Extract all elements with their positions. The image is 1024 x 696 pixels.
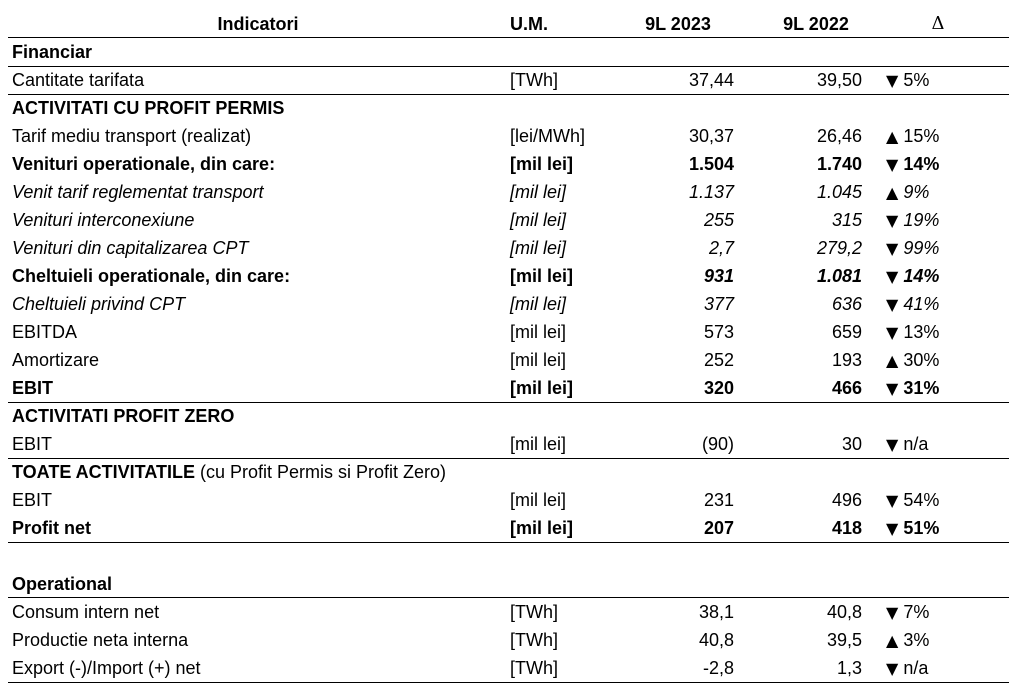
row-label: Venituri operationale, din care: xyxy=(12,154,276,174)
row-delta xyxy=(886,598,929,626)
row-value-2022: 496 xyxy=(831,490,862,510)
delta-value: 14% xyxy=(898,266,940,286)
delta-value: 51% xyxy=(898,518,940,538)
divider xyxy=(8,542,1009,543)
row-value-2023: 30,37 xyxy=(688,126,734,146)
delta-value: 5% xyxy=(898,70,930,90)
row-delta xyxy=(886,486,939,514)
row-delta xyxy=(886,346,939,374)
delta-value: 14% xyxy=(898,154,940,174)
table-row xyxy=(8,514,1009,542)
trend-down-icon: ▼ xyxy=(886,211,899,230)
row-delta xyxy=(886,262,939,290)
row-label: EBIT xyxy=(12,490,53,510)
row-value-2022: 636 xyxy=(831,294,862,314)
row-value-2023: -2,8 xyxy=(702,658,734,678)
section-title: Operational xyxy=(12,574,113,594)
trend-up-icon: ▲ xyxy=(886,183,899,202)
row-delta xyxy=(886,514,939,542)
trend-down-icon: ▼ xyxy=(886,295,899,314)
header-unit: U.M. xyxy=(510,14,548,34)
row-value-2023: 40,8 xyxy=(698,630,734,650)
trend-down-icon: ▼ xyxy=(886,659,899,678)
row-value-2023: 255 xyxy=(703,210,734,230)
row-delta xyxy=(886,318,939,346)
delta-value: 9% xyxy=(898,182,930,202)
header-2022: 9L 2022 xyxy=(783,14,849,34)
row-value-2023: 37,44 xyxy=(688,70,734,90)
section-profit-zero xyxy=(8,402,1009,430)
table-row xyxy=(8,66,1009,94)
row-label: Cheltuieli privind CPT xyxy=(12,294,186,314)
trend-down-icon: ▼ xyxy=(886,239,899,258)
row-unit: [mil lei] xyxy=(510,182,567,202)
divider xyxy=(8,682,1009,683)
row-unit: [mil lei] xyxy=(510,322,567,342)
row-value-2023: 573 xyxy=(703,322,734,342)
delta-value: 15% xyxy=(898,126,940,146)
row-unit: [mil lei] xyxy=(510,210,567,230)
row-unit: [mil lei] xyxy=(510,294,567,314)
trend-down-icon: ▼ xyxy=(886,519,899,538)
table-row xyxy=(8,346,1009,374)
row-label: Cantitate tarifata xyxy=(12,70,145,90)
section-operational xyxy=(8,570,1009,598)
table-row xyxy=(8,290,1009,318)
row-value-2022: 466 xyxy=(831,378,862,398)
table-row xyxy=(8,598,1009,626)
row-value-2023: 231 xyxy=(703,490,734,510)
row-value-2022: 26,46 xyxy=(816,126,862,146)
row-unit: [mil lei] xyxy=(510,490,567,510)
section-title: Financiar xyxy=(12,42,93,62)
row-label: EBITDA xyxy=(12,322,78,342)
row-value-2022: 193 xyxy=(831,350,862,370)
table-row xyxy=(8,486,1009,514)
trend-up-icon: ▲ xyxy=(886,127,899,146)
delta-value: 3% xyxy=(898,630,930,650)
row-unit: [mil lei] xyxy=(510,238,567,258)
row-value-2023: 2,7 xyxy=(708,238,734,258)
row-value-2022: 1,3 xyxy=(836,658,862,678)
row-value-2022: 39,50 xyxy=(816,70,862,90)
section-title-note: (cu Profit Permis si Profit Zero) xyxy=(195,462,447,482)
row-delta xyxy=(886,178,929,206)
trend-down-icon: ▼ xyxy=(886,267,899,286)
table-row xyxy=(8,206,1009,234)
row-delta xyxy=(886,290,939,318)
table-row xyxy=(8,178,1009,206)
row-value-2022: 659 xyxy=(831,322,862,342)
row-label: Venituri din capitalizarea CPT xyxy=(12,238,249,258)
row-unit: [TWh] xyxy=(510,658,558,678)
row-delta xyxy=(886,66,929,94)
row-value-2022: 30 xyxy=(841,434,862,454)
table-row xyxy=(8,626,1009,654)
trend-down-icon: ▼ xyxy=(886,491,899,510)
table-row xyxy=(8,262,1009,290)
trend-down-icon: ▼ xyxy=(886,435,899,454)
trend-down-icon: ▼ xyxy=(886,379,899,398)
row-label: Profit net xyxy=(12,518,91,538)
row-value-2022: 418 xyxy=(831,518,862,538)
row-label: EBIT xyxy=(12,378,54,398)
section-title xyxy=(12,458,446,486)
delta-value: 31% xyxy=(898,378,940,398)
delta-value: 30% xyxy=(898,350,940,370)
row-value-2023: 38,1 xyxy=(698,602,734,622)
row-delta xyxy=(886,234,939,262)
row-label: Productie neta interna xyxy=(12,630,189,650)
trend-up-icon: ▲ xyxy=(886,351,899,370)
row-value-2022: 39,5 xyxy=(826,630,862,650)
delta-value: 41% xyxy=(898,294,940,314)
row-label: Consum intern net xyxy=(12,602,160,622)
row-unit: [mil lei] xyxy=(510,350,567,370)
row-label: Amortizare xyxy=(12,350,100,370)
table-row xyxy=(8,318,1009,346)
delta-value: 54% xyxy=(898,490,940,510)
row-value-2023: 377 xyxy=(703,294,734,314)
table-row xyxy=(8,150,1009,178)
row-unit: [TWh] xyxy=(510,70,558,90)
row-value-2023: 252 xyxy=(703,350,734,370)
row-value-2022: 1.081 xyxy=(816,266,862,286)
row-value-2022: 1.045 xyxy=(816,182,862,202)
delta-value: 7% xyxy=(898,602,930,622)
header-2023: 9L 2023 xyxy=(645,14,711,34)
row-value-2022: 315 xyxy=(831,210,862,230)
row-value-2023: 207 xyxy=(703,518,734,538)
row-delta xyxy=(886,374,939,402)
row-unit: [mil lei] xyxy=(510,378,574,398)
trend-down-icon: ▼ xyxy=(886,603,899,622)
section-title: ACTIVITATI PROFIT ZERO xyxy=(12,406,235,426)
row-value-2022: 40,8 xyxy=(826,602,862,622)
trend-down-icon: ▼ xyxy=(886,155,899,174)
table-row xyxy=(8,234,1009,262)
row-delta xyxy=(886,122,939,150)
row-label: Venit tarif reglementat transport xyxy=(12,182,264,202)
section-toate-activitatile xyxy=(8,458,1009,486)
row-value-2023: 320 xyxy=(703,378,734,398)
row-unit: [TWh] xyxy=(510,630,558,650)
row-label: Export (-)/Import (+) net xyxy=(12,658,201,678)
section-title: ACTIVITATI CU PROFIT PERMIS xyxy=(12,98,285,118)
row-unit: [mil lei] xyxy=(510,434,567,454)
row-delta xyxy=(886,150,939,178)
trend-down-icon: ▼ xyxy=(886,323,899,342)
section-financiar xyxy=(8,38,1009,66)
row-unit: [mil lei] xyxy=(510,518,574,538)
delta-value: 13% xyxy=(898,322,940,342)
row-unit: [TWh] xyxy=(510,602,558,622)
row-value-2023: 1.137 xyxy=(688,182,734,202)
row-unit: [lei/MWh] xyxy=(510,126,586,146)
table-row xyxy=(8,654,1009,682)
table-row xyxy=(8,374,1009,402)
trend-down-icon: ▼ xyxy=(886,71,899,90)
row-value-2023: 931 xyxy=(703,266,734,286)
row-unit: [mil lei] xyxy=(510,154,574,174)
table-row xyxy=(8,430,1009,458)
row-delta xyxy=(886,654,928,682)
header-indicator: Indicatori xyxy=(217,14,299,34)
row-delta xyxy=(886,626,929,654)
table-row xyxy=(8,122,1009,150)
row-label: Tarif mediu transport (realizat) xyxy=(12,126,252,146)
section-profit-permis xyxy=(8,94,1009,122)
row-label: Cheltuieli operationale, din care: xyxy=(12,266,291,286)
trend-up-icon: ▲ xyxy=(886,631,899,650)
row-label: Venituri interconexiune xyxy=(12,210,195,230)
row-delta xyxy=(886,206,939,234)
table-header xyxy=(8,10,1009,38)
row-unit: [mil lei] xyxy=(510,266,574,286)
delta-value: n/a xyxy=(898,658,929,678)
delta-value: n/a xyxy=(898,434,929,454)
header-delta: Δ xyxy=(931,13,945,34)
row-value-2022: 1.740 xyxy=(816,154,862,174)
row-delta xyxy=(886,430,928,458)
row-value-2023: (90) xyxy=(701,434,734,454)
row-label: EBIT xyxy=(12,434,53,454)
row-value-2023: 1.504 xyxy=(688,154,734,174)
section-title-main: TOATE ACTIVITATILE xyxy=(12,462,195,482)
delta-value: 99% xyxy=(898,238,940,258)
row-value-2022: 279,2 xyxy=(816,238,862,258)
delta-value: 19% xyxy=(898,210,940,230)
